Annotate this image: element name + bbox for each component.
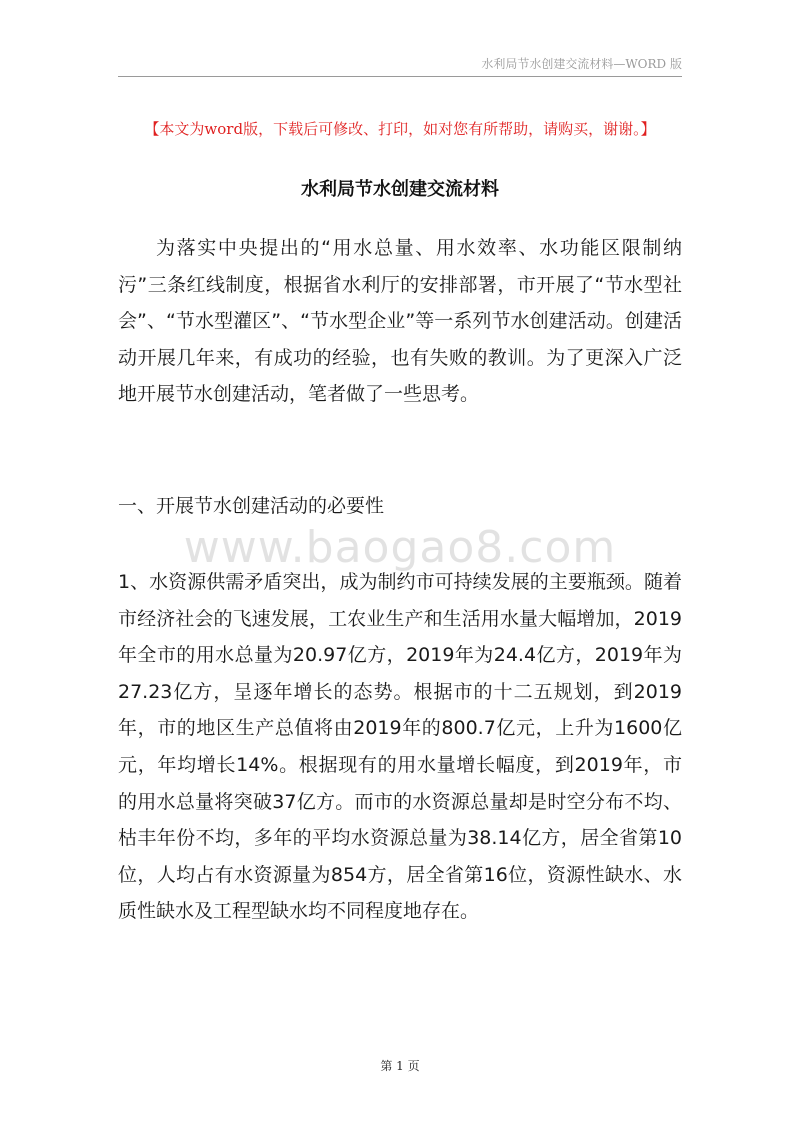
- document-title: 水利局节水创建交流材料: [301, 179, 499, 200]
- header-divider: [118, 76, 682, 77]
- page-number: 第 1 页: [380, 1059, 420, 1073]
- running-header: 水利局节水创建交流材料—WORD 版: [481, 57, 682, 71]
- section-1-heading: 一、开展节水创建活动的必要性: [118, 495, 385, 517]
- watermark: www.baogao8.com: [183, 522, 617, 573]
- section-1-paragraph-1: 1、水资源供需矛盾突出，成为制约市可持续发展的主要瓶颈。随着市经济社会的飞速发展，工农业生产和生活用水量大幅增加，2019年全市的用水总量为20.97亿方，2019年为24.4亿方，2019年为27.23亿方，呈逐年增长的态势。根据市的十二五规划，到2019年，市的地区生产总值将由2019年的800.7亿元，上升为1600亿元，年均增长14%。根据现有的用水量增长幅度，到2019年，市的用水总量将突破37亿方。而市的水资源总量却是时空分布不均、枯丰年份不均，多年的平均水资源总量为38.14亿方，居全省第10位，人均占有水资源量为854方，居全省第16位，资源性缺水、水质性缺水及工程型缺水均不同程度地存在。: [118, 571, 682, 923]
- download-notice: 【本文为word版，下载后可修改、打印，如对您有所帮助，请购买，谢谢。】: [144, 120, 656, 138]
- intro-paragraph: 为落实中央提出的“用水总量、用水效率、水功能区限制纳污”三条红线制度，根据省水利厅的安排部署，市开展了“节水型社会”、“节水型灌区”、“节水型企业”等一系列节水创建活动。创建活动开展几年来，有成功的经验，也有失败的教训。为了更深入广泛地开展节水创建活动，笔者做了一些思考。: [118, 237, 682, 406]
